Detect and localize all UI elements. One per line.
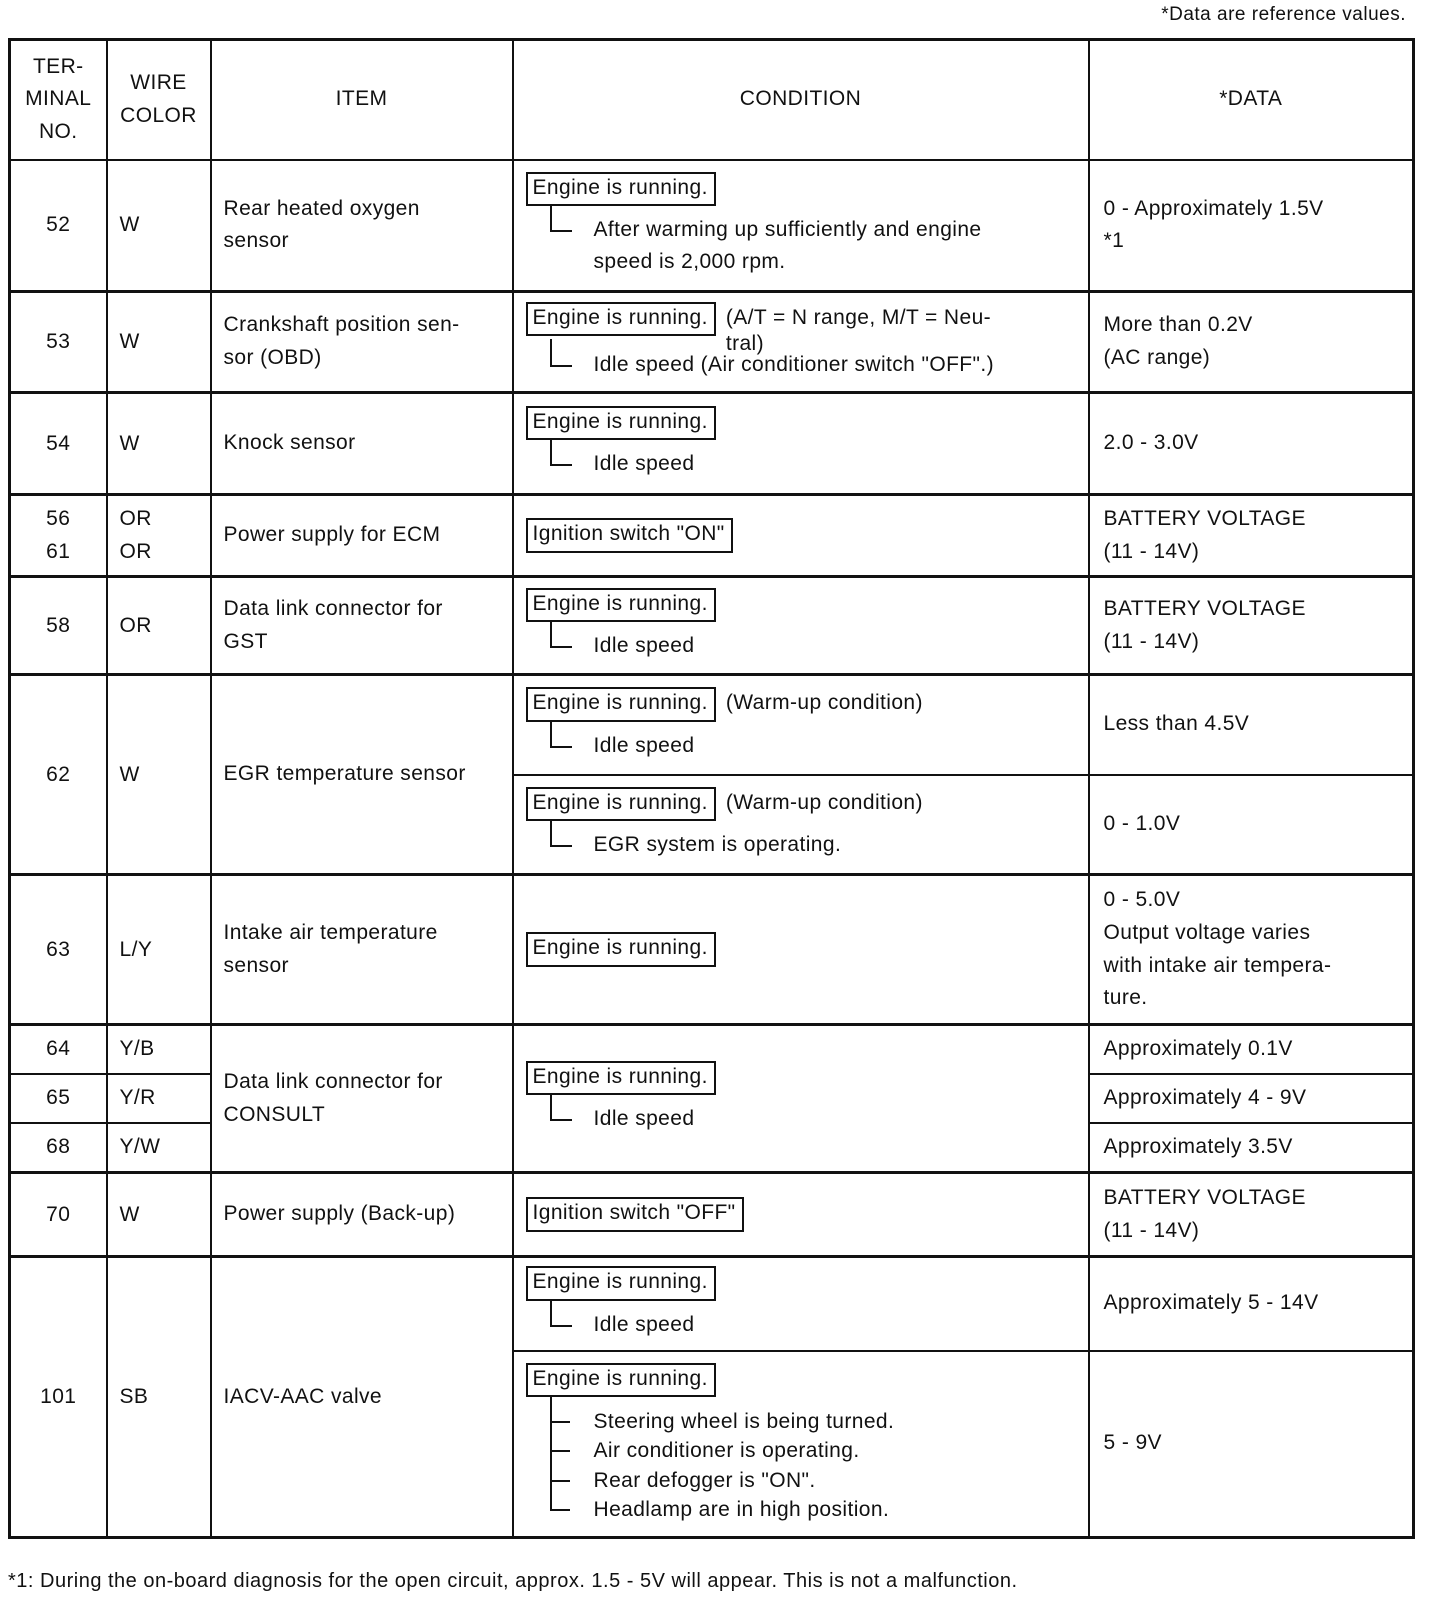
condition-box: Engine is running. xyxy=(526,687,716,721)
condition-box: Engine is running. xyxy=(526,172,716,206)
header-wire-color: WIRE COLOR xyxy=(107,40,211,160)
condition-list xyxy=(550,1407,1076,1525)
condition-cell xyxy=(513,1257,1089,1351)
data-cell: Approximately 0.1V xyxy=(1089,1025,1414,1074)
condition-box: Engine is running. xyxy=(526,1061,716,1095)
condition-sub: Idle speed xyxy=(550,1309,1076,1342)
terminal-cell: 63 xyxy=(10,875,107,1025)
header-data: *DATA xyxy=(1089,40,1414,160)
item-cell: Knock sensor xyxy=(211,393,513,495)
terminal-cell: 64 xyxy=(10,1025,107,1074)
wire-cell: Y/R xyxy=(107,1074,211,1123)
item-cell: Rear heated oxygen sensor xyxy=(211,160,513,292)
wire-cell: W xyxy=(107,292,211,393)
condition-sub: Idle speed xyxy=(550,730,1076,763)
condition-extra: (Warm-up condition) xyxy=(725,691,923,715)
header-condition: CONDITION xyxy=(513,40,1089,160)
data-cell: BATTERY VOLTAGE (11 - 14V) xyxy=(1089,577,1414,675)
item-cell: IACV-AAC valve xyxy=(211,1257,513,1538)
wire-cell: OR xyxy=(107,577,211,675)
data-cell: 0 - 1.0V xyxy=(1089,775,1414,875)
item-cell: Power supply for ECM xyxy=(211,495,513,577)
condition-sub: After warming up sufficiently and engine speed is 2,000 rpm. xyxy=(550,214,1076,279)
condition-list-item: Steering wheel is being turned. xyxy=(594,1407,1076,1436)
condition-box: Engine is running. xyxy=(526,1363,716,1397)
terminal-cell: 62 xyxy=(10,675,107,875)
condition-box: Ignition switch "OFF" xyxy=(526,1197,744,1231)
wire-cell: Y/W xyxy=(107,1123,211,1173)
reference-note: *Data are reference values. xyxy=(1161,4,1406,25)
table-row xyxy=(10,1025,1414,1074)
data-cell: 2.0 - 3.0V xyxy=(1089,393,1414,495)
table-row xyxy=(10,1173,1414,1257)
terminal-cell: 101 xyxy=(10,1257,107,1538)
condition-box: Engine is running. xyxy=(526,406,716,440)
condition-sub: EGR system is operating. xyxy=(550,829,1076,862)
data-cell: 0 - Approximately 1.5V *1 xyxy=(1089,160,1414,292)
data-cell: Less than 4.5V xyxy=(1089,675,1414,775)
terminal-cell: 65 xyxy=(10,1074,107,1123)
item-cell: Data link connector for GST xyxy=(211,577,513,675)
wire-cell: W xyxy=(107,393,211,495)
item-cell: Crankshaft position sen- sor (OBD) xyxy=(211,292,513,393)
wire-cell: W xyxy=(107,1173,211,1257)
data-cell: More than 0.2V (AC range) xyxy=(1089,292,1414,393)
header-row xyxy=(10,40,1414,160)
wire-cell: Y/B xyxy=(107,1025,211,1074)
data-cell: 5 - 9V xyxy=(1089,1351,1414,1538)
condition-sub: Idle speed xyxy=(550,448,1076,481)
footnote: *1: During the on-board diagnosis for the open circuit, approx. 1.5 - 5V will appear. This is not a malfunction. xyxy=(8,1570,1018,1592)
condition-list-item: Rear defogger is "ON". xyxy=(594,1466,1076,1495)
data-cell: BATTERY VOLTAGE (11 - 14V) xyxy=(1089,1173,1414,1257)
table-row xyxy=(10,292,1414,393)
condition-box: Engine is running. xyxy=(526,1266,716,1300)
item-cell: EGR temperature sensor xyxy=(211,675,513,875)
condition-sub: Idle speed xyxy=(550,1103,1076,1136)
condition-cell xyxy=(513,495,1089,577)
wire-cell: W xyxy=(107,160,211,292)
wire-cell: SB xyxy=(107,1257,211,1538)
table-row xyxy=(10,495,1414,577)
data-cell: BATTERY VOLTAGE (11 - 14V) xyxy=(1089,495,1414,577)
condition-cell xyxy=(513,875,1089,1025)
table-row xyxy=(10,875,1414,1025)
condition-cell xyxy=(513,577,1089,675)
condition-cell xyxy=(513,1173,1089,1257)
terminal-cell: 70 xyxy=(10,1173,107,1257)
data-cell: Approximately 4 - 9V xyxy=(1089,1074,1414,1123)
terminal-cell: 56 61 xyxy=(10,495,107,577)
data-cell: Approximately 3.5V xyxy=(1089,1123,1414,1173)
item-cell: Power supply (Back-up) xyxy=(211,1173,513,1257)
condition-cell xyxy=(513,675,1089,775)
wire-cell: W xyxy=(107,675,211,875)
item-cell: Data link connector for CONSULT xyxy=(211,1025,513,1173)
table-row xyxy=(10,393,1414,495)
data-cell: 0 - 5.0V Output voltage varies with intake air tempera- ture. xyxy=(1089,875,1414,1025)
condition-box: Engine is running. xyxy=(526,787,716,821)
table-row xyxy=(10,577,1414,675)
header-terminal: TER- MINAL NO. xyxy=(10,40,107,160)
terminal-cell: 53 xyxy=(10,292,107,393)
condition-cell xyxy=(513,775,1089,875)
condition-extra: (A/T = N range, M/T = Neu- tral) xyxy=(725,305,992,356)
condition-cell xyxy=(513,393,1089,495)
terminal-cell: 68 xyxy=(10,1123,107,1173)
condition-cell xyxy=(513,160,1089,292)
ecm-terminal-table xyxy=(8,38,1415,1539)
terminal-cell: 58 xyxy=(10,577,107,675)
condition-box: Engine is running. xyxy=(526,588,716,622)
wire-cell: OR OR xyxy=(107,495,211,577)
table-row xyxy=(10,675,1414,775)
data-cell: Approximately 5 - 14V xyxy=(1089,1257,1414,1351)
condition-extra: (Warm-up condition) xyxy=(725,790,923,814)
table-row xyxy=(10,1257,1414,1351)
condition-list-item: Air conditioner is operating. xyxy=(594,1436,1076,1465)
condition-box: Ignition switch "ON" xyxy=(526,518,733,552)
condition-box: Engine is running. xyxy=(526,932,716,966)
header-item: ITEM xyxy=(211,40,513,160)
item-cell: Intake air temperature sensor xyxy=(211,875,513,1025)
condition-cell xyxy=(513,1351,1089,1538)
condition-list-item: Headlamp are in high position. xyxy=(594,1495,1076,1524)
condition-sub: Idle speed (Air conditioner switch "OFF".) xyxy=(550,349,1076,382)
wire-cell: L/Y xyxy=(107,875,211,1025)
condition-cell xyxy=(513,1025,1089,1173)
terminal-cell: 54 xyxy=(10,393,107,495)
table-row xyxy=(10,160,1414,292)
condition-sub: Idle speed xyxy=(550,630,1076,663)
terminal-cell: 52 xyxy=(10,160,107,292)
condition-box: Engine is running. xyxy=(526,302,716,336)
condition-cell xyxy=(513,292,1089,393)
